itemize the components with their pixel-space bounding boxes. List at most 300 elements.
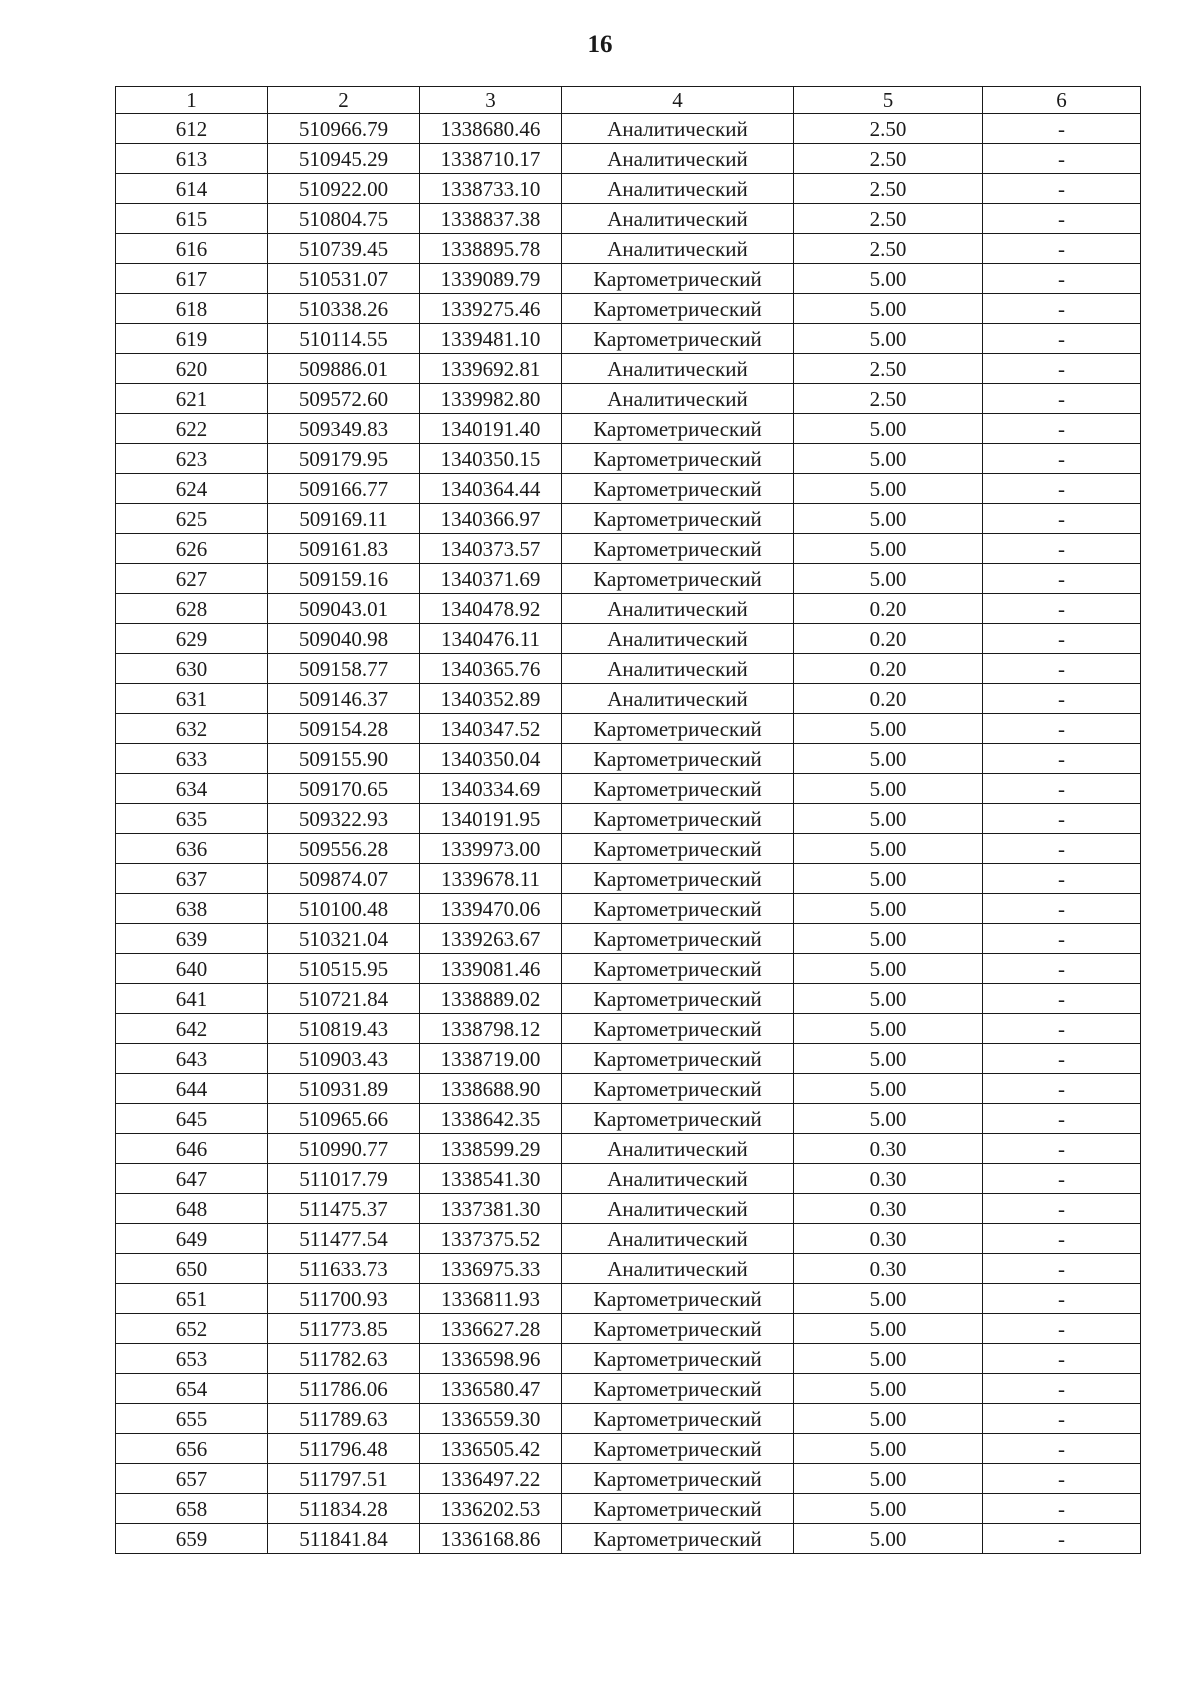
note-cell: - bbox=[983, 1074, 1141, 1104]
accuracy-cell: 2.50 bbox=[794, 204, 983, 234]
x-coordinate-cell: 510721.84 bbox=[268, 984, 420, 1014]
point-number-cell: 615 bbox=[116, 204, 268, 234]
point-number-cell: 655 bbox=[116, 1404, 268, 1434]
y-coordinate-cell: 1338733.10 bbox=[420, 174, 562, 204]
method-cell: Аналитический bbox=[562, 114, 794, 144]
y-coordinate-cell: 1339470.06 bbox=[420, 894, 562, 924]
note-cell: - bbox=[983, 114, 1141, 144]
accuracy-cell: 2.50 bbox=[794, 114, 983, 144]
accuracy-cell: 5.00 bbox=[794, 474, 983, 504]
point-number-cell: 627 bbox=[116, 564, 268, 594]
table-row bbox=[116, 1044, 1141, 1074]
x-coordinate-cell: 510931.89 bbox=[268, 1074, 420, 1104]
table-row bbox=[116, 1374, 1141, 1404]
method-cell: Картометрический bbox=[562, 894, 794, 924]
accuracy-cell: 2.50 bbox=[794, 234, 983, 264]
method-cell: Картометрический bbox=[562, 414, 794, 444]
y-coordinate-cell: 1339263.67 bbox=[420, 924, 562, 954]
note-cell: - bbox=[983, 534, 1141, 564]
point-number-cell: 630 bbox=[116, 654, 268, 684]
table-header bbox=[116, 87, 1141, 114]
point-number-cell: 626 bbox=[116, 534, 268, 564]
y-coordinate-cell: 1338719.00 bbox=[420, 1044, 562, 1074]
accuracy-cell: 5.00 bbox=[794, 1074, 983, 1104]
accuracy-cell: 5.00 bbox=[794, 984, 983, 1014]
x-coordinate-cell: 509170.65 bbox=[268, 774, 420, 804]
accuracy-cell: 5.00 bbox=[794, 564, 983, 594]
table-row bbox=[116, 654, 1141, 684]
point-number-cell: 657 bbox=[116, 1464, 268, 1494]
x-coordinate-cell: 510739.45 bbox=[268, 234, 420, 264]
method-cell: Аналитический bbox=[562, 384, 794, 414]
accuracy-cell: 5.00 bbox=[794, 1044, 983, 1074]
method-cell: Картометрический bbox=[562, 534, 794, 564]
x-coordinate-cell: 509161.83 bbox=[268, 534, 420, 564]
note-cell: - bbox=[983, 954, 1141, 984]
note-cell: - bbox=[983, 1044, 1141, 1074]
x-coordinate-cell: 509874.07 bbox=[268, 864, 420, 894]
x-coordinate-cell: 510903.43 bbox=[268, 1044, 420, 1074]
table-row bbox=[116, 1314, 1141, 1344]
note-cell: - bbox=[983, 204, 1141, 234]
accuracy-cell: 5.00 bbox=[794, 924, 983, 954]
y-coordinate-cell: 1338837.38 bbox=[420, 204, 562, 234]
x-coordinate-cell: 509155.90 bbox=[268, 744, 420, 774]
table-row bbox=[116, 714, 1141, 744]
x-coordinate-cell: 509572.60 bbox=[268, 384, 420, 414]
x-coordinate-cell: 511782.63 bbox=[268, 1344, 420, 1374]
table-row bbox=[116, 774, 1141, 804]
x-coordinate-cell: 510945.29 bbox=[268, 144, 420, 174]
method-cell: Картометрический bbox=[562, 954, 794, 984]
column-header-6: 6 bbox=[983, 87, 1141, 114]
x-coordinate-cell: 510966.79 bbox=[268, 114, 420, 144]
table-row bbox=[116, 804, 1141, 834]
point-number-cell: 651 bbox=[116, 1284, 268, 1314]
table-row bbox=[116, 594, 1141, 624]
y-coordinate-cell: 1336975.33 bbox=[420, 1254, 562, 1284]
table-row bbox=[116, 1284, 1141, 1314]
accuracy-cell: 5.00 bbox=[794, 714, 983, 744]
table-row bbox=[116, 684, 1141, 714]
method-cell: Картометрический bbox=[562, 324, 794, 354]
note-cell: - bbox=[983, 444, 1141, 474]
y-coordinate-cell: 1339678.11 bbox=[420, 864, 562, 894]
accuracy-cell: 5.00 bbox=[794, 834, 983, 864]
method-cell: Аналитический bbox=[562, 1164, 794, 1194]
x-coordinate-cell: 511786.06 bbox=[268, 1374, 420, 1404]
note-cell: - bbox=[983, 834, 1141, 864]
note-cell: - bbox=[983, 774, 1141, 804]
x-coordinate-cell: 509166.77 bbox=[268, 474, 420, 504]
x-coordinate-cell: 509886.01 bbox=[268, 354, 420, 384]
x-coordinate-cell: 509154.28 bbox=[268, 714, 420, 744]
x-coordinate-cell: 511017.79 bbox=[268, 1164, 420, 1194]
method-cell: Картометрический bbox=[562, 444, 794, 474]
note-cell: - bbox=[983, 384, 1141, 414]
point-number-cell: 659 bbox=[116, 1524, 268, 1554]
y-coordinate-cell: 1340191.95 bbox=[420, 804, 562, 834]
x-coordinate-cell: 511841.84 bbox=[268, 1524, 420, 1554]
y-coordinate-cell: 1337375.52 bbox=[420, 1224, 562, 1254]
accuracy-cell: 5.00 bbox=[794, 1404, 983, 1434]
accuracy-cell: 2.50 bbox=[794, 144, 983, 174]
table-row bbox=[116, 1104, 1141, 1134]
method-cell: Картометрический bbox=[562, 744, 794, 774]
method-cell: Аналитический bbox=[562, 684, 794, 714]
y-coordinate-cell: 1339081.46 bbox=[420, 954, 562, 984]
note-cell: - bbox=[983, 1134, 1141, 1164]
table-row bbox=[116, 144, 1141, 174]
x-coordinate-cell: 510819.43 bbox=[268, 1014, 420, 1044]
accuracy-cell: 5.00 bbox=[794, 294, 983, 324]
method-cell: Аналитический bbox=[562, 654, 794, 684]
note-cell: - bbox=[983, 1224, 1141, 1254]
point-number-cell: 637 bbox=[116, 864, 268, 894]
accuracy-cell: 0.20 bbox=[794, 594, 983, 624]
note-cell: - bbox=[983, 264, 1141, 294]
accuracy-cell: 5.00 bbox=[794, 1344, 983, 1374]
y-coordinate-cell: 1340191.40 bbox=[420, 414, 562, 444]
point-number-cell: 644 bbox=[116, 1074, 268, 1104]
point-number-cell: 613 bbox=[116, 144, 268, 174]
note-cell: - bbox=[983, 324, 1141, 354]
point-number-cell: 642 bbox=[116, 1014, 268, 1044]
table-row bbox=[116, 1194, 1141, 1224]
y-coordinate-cell: 1340476.11 bbox=[420, 624, 562, 654]
y-coordinate-cell: 1338599.29 bbox=[420, 1134, 562, 1164]
x-coordinate-cell: 511797.51 bbox=[268, 1464, 420, 1494]
method-cell: Картометрический bbox=[562, 714, 794, 744]
accuracy-cell: 5.00 bbox=[794, 1014, 983, 1044]
note-cell: - bbox=[983, 174, 1141, 204]
y-coordinate-cell: 1340366.97 bbox=[420, 504, 562, 534]
accuracy-cell: 5.00 bbox=[794, 1314, 983, 1344]
y-coordinate-cell: 1340350.04 bbox=[420, 744, 562, 774]
accuracy-cell: 5.00 bbox=[794, 1434, 983, 1464]
x-coordinate-cell: 511700.93 bbox=[268, 1284, 420, 1314]
method-cell: Картометрический bbox=[562, 864, 794, 894]
y-coordinate-cell: 1336811.93 bbox=[420, 1284, 562, 1314]
table-row bbox=[116, 384, 1141, 414]
point-number-cell: 621 bbox=[116, 384, 268, 414]
point-number-cell: 619 bbox=[116, 324, 268, 354]
x-coordinate-cell: 509146.37 bbox=[268, 684, 420, 714]
accuracy-cell: 5.00 bbox=[794, 1104, 983, 1134]
note-cell: - bbox=[983, 1284, 1141, 1314]
y-coordinate-cell: 1340373.57 bbox=[420, 534, 562, 564]
point-number-cell: 656 bbox=[116, 1434, 268, 1464]
note-cell: - bbox=[983, 924, 1141, 954]
x-coordinate-cell: 509349.83 bbox=[268, 414, 420, 444]
y-coordinate-cell: 1336497.22 bbox=[420, 1464, 562, 1494]
y-coordinate-cell: 1336202.53 bbox=[420, 1494, 562, 1524]
method-cell: Картометрический bbox=[562, 1014, 794, 1044]
note-cell: - bbox=[983, 744, 1141, 774]
accuracy-cell: 5.00 bbox=[794, 414, 983, 444]
point-number-cell: 617 bbox=[116, 264, 268, 294]
note-cell: - bbox=[983, 1314, 1141, 1344]
table-row bbox=[116, 1224, 1141, 1254]
y-coordinate-cell: 1338541.30 bbox=[420, 1164, 562, 1194]
y-coordinate-cell: 1336598.96 bbox=[420, 1344, 562, 1374]
accuracy-cell: 5.00 bbox=[794, 1284, 983, 1314]
table-row bbox=[116, 1344, 1141, 1374]
table-row bbox=[116, 1164, 1141, 1194]
method-cell: Картометрический bbox=[562, 1344, 794, 1374]
method-cell: Картометрический bbox=[562, 504, 794, 534]
y-coordinate-cell: 1336627.28 bbox=[420, 1314, 562, 1344]
method-cell: Картометрический bbox=[562, 1464, 794, 1494]
method-cell: Картометрический bbox=[562, 1524, 794, 1554]
column-header-3: 3 bbox=[420, 87, 562, 114]
accuracy-cell: 5.00 bbox=[794, 894, 983, 924]
note-cell: - bbox=[983, 804, 1141, 834]
note-cell: - bbox=[983, 1524, 1141, 1554]
y-coordinate-cell: 1338710.17 bbox=[420, 144, 562, 174]
x-coordinate-cell: 510100.48 bbox=[268, 894, 420, 924]
note-cell: - bbox=[983, 894, 1141, 924]
x-coordinate-cell: 511796.48 bbox=[268, 1434, 420, 1464]
column-header-4: 4 bbox=[562, 87, 794, 114]
method-cell: Картометрический bbox=[562, 294, 794, 324]
y-coordinate-cell: 1338688.90 bbox=[420, 1074, 562, 1104]
note-cell: - bbox=[983, 1494, 1141, 1524]
point-number-cell: 645 bbox=[116, 1104, 268, 1134]
method-cell: Аналитический bbox=[562, 234, 794, 264]
accuracy-cell: 5.00 bbox=[794, 774, 983, 804]
y-coordinate-cell: 1340350.15 bbox=[420, 444, 562, 474]
table-row bbox=[116, 864, 1141, 894]
x-coordinate-cell: 509158.77 bbox=[268, 654, 420, 684]
note-cell: - bbox=[983, 414, 1141, 444]
method-cell: Аналитический bbox=[562, 354, 794, 384]
column-header-2: 2 bbox=[268, 87, 420, 114]
note-cell: - bbox=[983, 984, 1141, 1014]
method-cell: Картометрический bbox=[562, 1404, 794, 1434]
note-cell: - bbox=[983, 234, 1141, 264]
accuracy-cell: 0.30 bbox=[794, 1164, 983, 1194]
method-cell: Аналитический bbox=[562, 594, 794, 624]
method-cell: Картометрический bbox=[562, 474, 794, 504]
note-cell: - bbox=[983, 1164, 1141, 1194]
method-cell: Картометрический bbox=[562, 1374, 794, 1404]
point-number-cell: 638 bbox=[116, 894, 268, 924]
column-header-1: 1 bbox=[116, 87, 268, 114]
x-coordinate-cell: 510515.95 bbox=[268, 954, 420, 984]
y-coordinate-cell: 1339275.46 bbox=[420, 294, 562, 324]
note-cell: - bbox=[983, 714, 1141, 744]
point-number-cell: 618 bbox=[116, 294, 268, 324]
y-coordinate-cell: 1339982.80 bbox=[420, 384, 562, 414]
x-coordinate-cell: 510114.55 bbox=[268, 324, 420, 354]
method-cell: Картометрический bbox=[562, 1104, 794, 1134]
accuracy-cell: 0.20 bbox=[794, 684, 983, 714]
table-row bbox=[116, 624, 1141, 654]
accuracy-cell: 2.50 bbox=[794, 384, 983, 414]
accuracy-cell: 2.50 bbox=[794, 354, 983, 384]
x-coordinate-cell: 511789.63 bbox=[268, 1404, 420, 1434]
point-number-cell: 640 bbox=[116, 954, 268, 984]
accuracy-cell: 5.00 bbox=[794, 1494, 983, 1524]
y-coordinate-cell: 1338642.35 bbox=[420, 1104, 562, 1134]
x-coordinate-cell: 509322.93 bbox=[268, 804, 420, 834]
table-row bbox=[116, 984, 1141, 1014]
point-number-cell: 652 bbox=[116, 1314, 268, 1344]
accuracy-cell: 5.00 bbox=[794, 504, 983, 534]
table-row bbox=[116, 354, 1141, 384]
table-row bbox=[116, 114, 1141, 144]
x-coordinate-cell: 509043.01 bbox=[268, 594, 420, 624]
method-cell: Аналитический bbox=[562, 174, 794, 204]
table-row bbox=[116, 1434, 1141, 1464]
accuracy-cell: 0.30 bbox=[794, 1134, 983, 1164]
point-number-cell: 641 bbox=[116, 984, 268, 1014]
y-coordinate-cell: 1340371.69 bbox=[420, 564, 562, 594]
note-cell: - bbox=[983, 1404, 1141, 1434]
y-coordinate-cell: 1337381.30 bbox=[420, 1194, 562, 1224]
point-number-cell: 633 bbox=[116, 744, 268, 774]
x-coordinate-cell: 511633.73 bbox=[268, 1254, 420, 1284]
point-number-cell: 616 bbox=[116, 234, 268, 264]
y-coordinate-cell: 1340334.69 bbox=[420, 774, 562, 804]
y-coordinate-cell: 1338680.46 bbox=[420, 114, 562, 144]
note-cell: - bbox=[983, 654, 1141, 684]
accuracy-cell: 5.00 bbox=[794, 864, 983, 894]
y-coordinate-cell: 1339481.10 bbox=[420, 324, 562, 354]
table-row bbox=[116, 234, 1141, 264]
note-cell: - bbox=[983, 564, 1141, 594]
table-row bbox=[116, 264, 1141, 294]
page-number: 16 bbox=[587, 31, 613, 58]
note-cell: - bbox=[983, 294, 1141, 324]
method-cell: Аналитический bbox=[562, 1194, 794, 1224]
table-row bbox=[116, 174, 1141, 204]
method-cell: Картометрический bbox=[562, 264, 794, 294]
point-number-cell: 612 bbox=[116, 114, 268, 144]
note-cell: - bbox=[983, 1464, 1141, 1494]
accuracy-cell: 0.30 bbox=[794, 1254, 983, 1284]
method-cell: Картометрический bbox=[562, 924, 794, 954]
table-row bbox=[116, 1134, 1141, 1164]
note-cell: - bbox=[983, 1434, 1141, 1464]
note-cell: - bbox=[983, 624, 1141, 654]
method-cell: Аналитический bbox=[562, 1134, 794, 1164]
point-number-cell: 629 bbox=[116, 624, 268, 654]
note-cell: - bbox=[983, 684, 1141, 714]
x-coordinate-cell: 510321.04 bbox=[268, 924, 420, 954]
y-coordinate-cell: 1340365.76 bbox=[420, 654, 562, 684]
method-cell: Картометрический bbox=[562, 1494, 794, 1524]
accuracy-cell: 0.30 bbox=[794, 1194, 983, 1224]
note-cell: - bbox=[983, 1254, 1141, 1284]
point-number-cell: 620 bbox=[116, 354, 268, 384]
table-row bbox=[116, 1494, 1141, 1524]
table-row bbox=[116, 444, 1141, 474]
accuracy-cell: 5.00 bbox=[794, 1524, 983, 1554]
table-row bbox=[116, 414, 1141, 444]
x-coordinate-cell: 509040.98 bbox=[268, 624, 420, 654]
point-number-cell: 643 bbox=[116, 1044, 268, 1074]
method-cell: Картометрический bbox=[562, 1284, 794, 1314]
y-coordinate-cell: 1338889.02 bbox=[420, 984, 562, 1014]
x-coordinate-cell: 509159.16 bbox=[268, 564, 420, 594]
x-coordinate-cell: 510990.77 bbox=[268, 1134, 420, 1164]
table-row bbox=[116, 954, 1141, 984]
y-coordinate-cell: 1338798.12 bbox=[420, 1014, 562, 1044]
x-coordinate-cell: 510531.07 bbox=[268, 264, 420, 294]
method-cell: Картометрический bbox=[562, 834, 794, 864]
method-cell: Картометрический bbox=[562, 1314, 794, 1344]
point-number-cell: 631 bbox=[116, 684, 268, 714]
accuracy-cell: 5.00 bbox=[794, 264, 983, 294]
method-cell: Аналитический bbox=[562, 1254, 794, 1284]
accuracy-cell: 5.00 bbox=[794, 1374, 983, 1404]
method-cell: Аналитический bbox=[562, 624, 794, 654]
accuracy-cell: 5.00 bbox=[794, 444, 983, 474]
y-coordinate-cell: 1340352.89 bbox=[420, 684, 562, 714]
point-number-cell: 623 bbox=[116, 444, 268, 474]
table-row bbox=[116, 564, 1141, 594]
point-number-cell: 634 bbox=[116, 774, 268, 804]
table-row bbox=[116, 1464, 1141, 1494]
x-coordinate-cell: 509556.28 bbox=[268, 834, 420, 864]
y-coordinate-cell: 1340347.52 bbox=[420, 714, 562, 744]
x-coordinate-cell: 511773.85 bbox=[268, 1314, 420, 1344]
y-coordinate-cell: 1339089.79 bbox=[420, 264, 562, 294]
point-number-cell: 648 bbox=[116, 1194, 268, 1224]
note-cell: - bbox=[983, 504, 1141, 534]
point-number-cell: 646 bbox=[116, 1134, 268, 1164]
x-coordinate-cell: 509179.95 bbox=[268, 444, 420, 474]
accuracy-cell: 5.00 bbox=[794, 1464, 983, 1494]
note-cell: - bbox=[983, 1014, 1141, 1044]
x-coordinate-cell: 510965.66 bbox=[268, 1104, 420, 1134]
point-number-cell: 653 bbox=[116, 1344, 268, 1374]
y-coordinate-cell: 1339973.00 bbox=[420, 834, 562, 864]
table-row bbox=[116, 924, 1141, 954]
note-cell: - bbox=[983, 1374, 1141, 1404]
x-coordinate-cell: 510338.26 bbox=[268, 294, 420, 324]
point-number-cell: 639 bbox=[116, 924, 268, 954]
y-coordinate-cell: 1340364.44 bbox=[420, 474, 562, 504]
note-cell: - bbox=[983, 144, 1141, 174]
point-number-cell: 654 bbox=[116, 1374, 268, 1404]
table-row bbox=[116, 1014, 1141, 1044]
table-row bbox=[116, 294, 1141, 324]
accuracy-cell: 5.00 bbox=[794, 744, 983, 774]
method-cell: Аналитический bbox=[562, 144, 794, 174]
table-row bbox=[116, 204, 1141, 234]
note-cell: - bbox=[983, 864, 1141, 894]
table-row bbox=[116, 1524, 1141, 1554]
point-number-cell: 658 bbox=[116, 1494, 268, 1524]
table-row bbox=[116, 1404, 1141, 1434]
method-cell: Картометрический bbox=[562, 1434, 794, 1464]
column-header-5: 5 bbox=[794, 87, 983, 114]
point-number-cell: 650 bbox=[116, 1254, 268, 1284]
point-number-cell: 625 bbox=[116, 504, 268, 534]
method-cell: Картометрический bbox=[562, 1074, 794, 1104]
accuracy-cell: 5.00 bbox=[794, 954, 983, 984]
method-cell: Картометрический bbox=[562, 804, 794, 834]
note-cell: - bbox=[983, 594, 1141, 624]
accuracy-cell: 2.50 bbox=[794, 174, 983, 204]
y-coordinate-cell: 1336559.30 bbox=[420, 1404, 562, 1434]
accuracy-cell: 5.00 bbox=[794, 804, 983, 834]
method-cell: Картометрический bbox=[562, 774, 794, 804]
header-row bbox=[116, 87, 1141, 114]
